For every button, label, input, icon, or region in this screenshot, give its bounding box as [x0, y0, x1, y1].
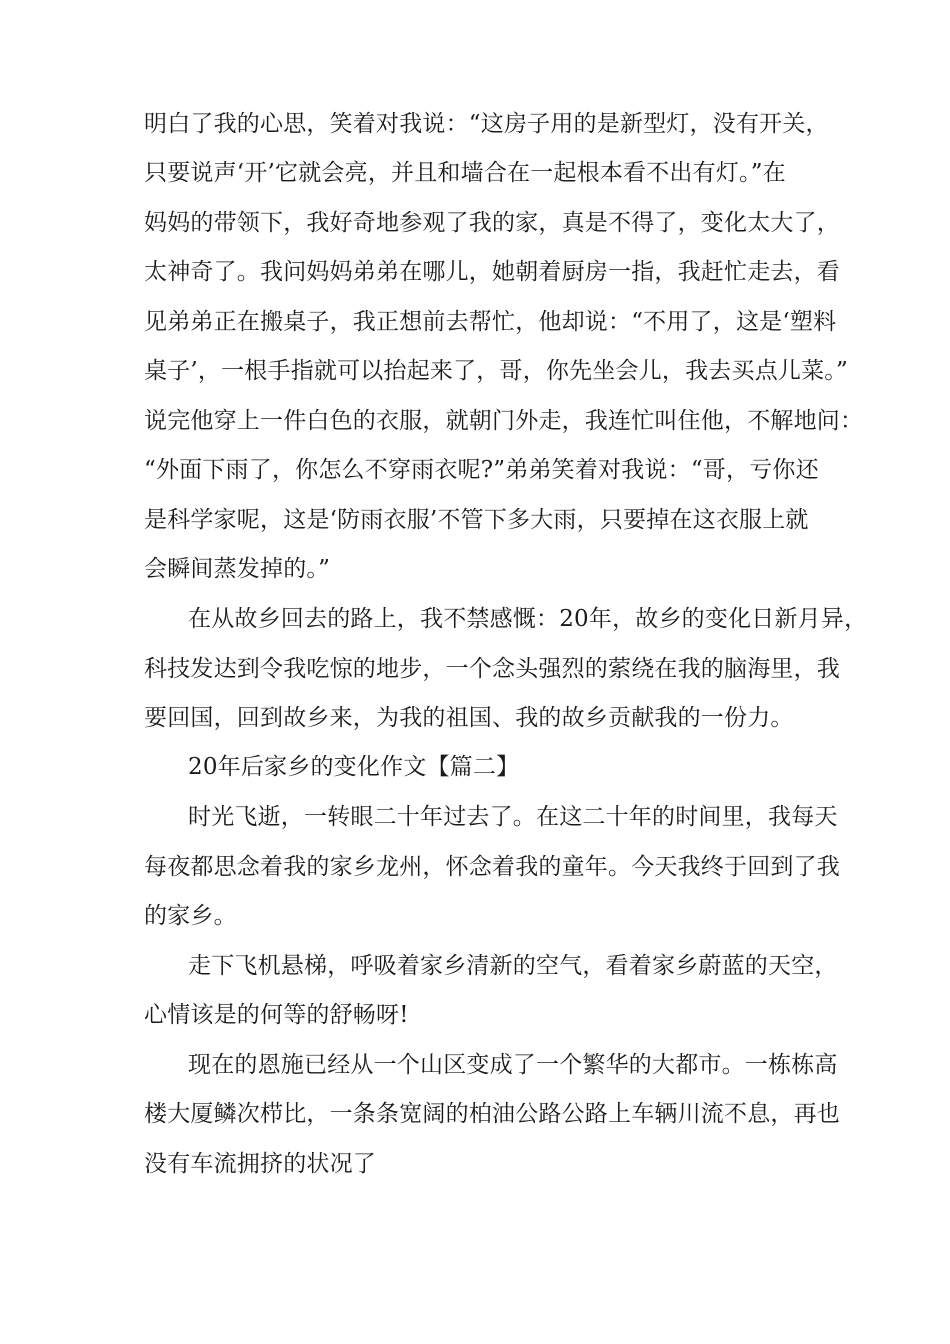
text-line: 明白了我的心思，笑着对我说：“这房子用的是新型灯，没有开关，: [144, 111, 829, 137]
text-line: 要回国，回到故乡来，为我的祖国、我的故乡贡献我的一份力。: [144, 705, 794, 731]
paragraph-first-line: 走下飞机悬梯，呼吸着家乡清新的空气，看着家乡蔚蓝的天空，: [188, 953, 838, 979]
paragraph-first-line: 现在的恩施已经从一个山区变成了一个繁华的大都市。一栋栋高: [188, 1052, 838, 1078]
text-line: 楼大厦鳞次栉比，一条条宽阔的柏油公路公路上车辆川流不息，再也: [144, 1101, 840, 1127]
text-line: 没有车流拥挤的状况了: [144, 1151, 376, 1177]
text-line: 桌子’，一根手指就可以抬起来了，哥，你先坐会儿，我去买点儿菜。”: [144, 358, 848, 384]
text-line: “外面下雨了，你怎么不穿雨衣呢?”弟弟笑着对我说：“哥，亏你还: [144, 457, 819, 483]
paragraph-first-line: 时光飞逝，一转眼二十年过去了。在这二十年的时间里，我每天: [188, 804, 838, 830]
text-line: 每夜都思念着我的家乡龙州，怀念着我的童年。今天我终于回到了我: [144, 854, 840, 880]
text-line: 心情该是的何等的舒畅呀!: [144, 1002, 409, 1028]
text-line: 是科学家呢，这是‘防雨衣服’不管下多大雨，只要掉在这衣服上就: [144, 507, 809, 533]
text-line: 会瞬间蒸发掉的。”: [144, 556, 331, 582]
text-line: 只要说声‘开’它就会亮，并且和墙合在一起根本看不出有灯。”在: [144, 160, 786, 186]
paragraph-first-line: 在从故乡回去的路上，我不禁感慨：20年，故乡的变化日新月异，: [188, 606, 868, 632]
text-line: 的家乡。: [144, 903, 237, 929]
text-line: 妈妈的带领下，我好奇地参观了我的家，真是不得了，变化太大了，: [144, 210, 840, 236]
section-heading: 20年后家乡的变化作文【篇二】: [188, 754, 520, 780]
text-line: 说完他穿上一件白色的衣服，就朝门外走，我连忙叫住他，不解地问：: [144, 408, 864, 434]
text-line: 科技发达到令我吃惊的地步，一个念头强烈的萦绕在我的脑海里，我: [144, 656, 840, 682]
text-line: 太神奇了。我问妈妈弟弟在哪儿，她朝着厨房一指，我赶忙走去，看: [144, 259, 840, 285]
text-line: 见弟弟正在搬桌子，我正想前去帮忙，他却说：“不用了，这是‘塑料: [144, 309, 837, 335]
